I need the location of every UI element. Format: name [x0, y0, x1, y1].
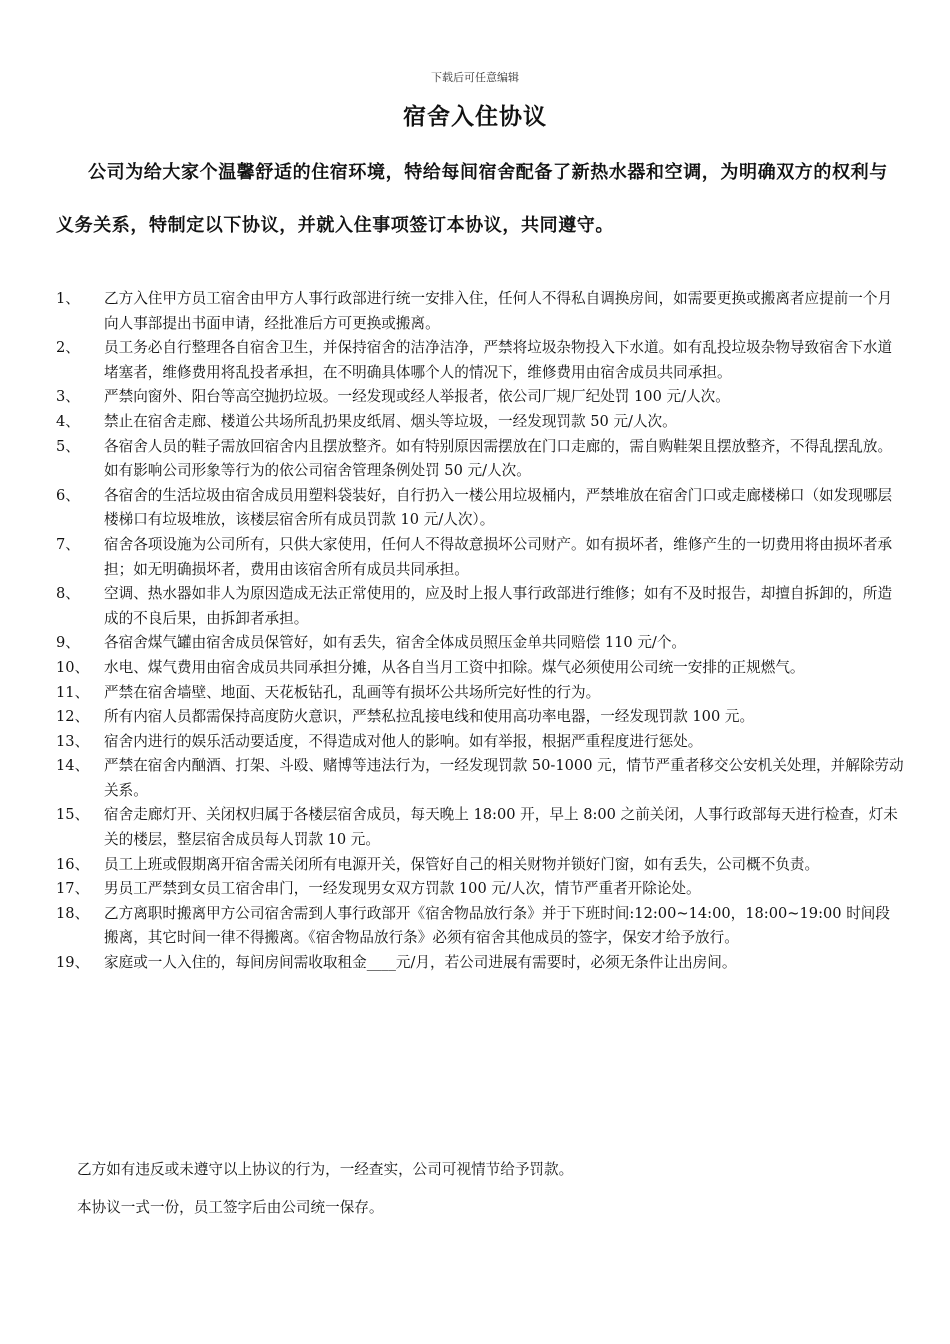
clause-text: 严禁在宿舍墙壁、地面、天花板钻孔，乱画等有损坏公共场所完好性的行为。: [104, 683, 601, 701]
clause-text: 水电、煤气费用由宿舍成员共同承担分摊，从各自当月工资中扣除。煤气必须使用公司统一安排的正规燃气。: [104, 658, 805, 676]
clause-text: 各宿舍人员的鞋子需放回宿舍内且摆放整齐。如有特别原因需摆放在门口走廊的，需自购鞋架且摆放整齐，不得乱摆乱放。如有影响公司形象等行为的依公司宿舍管理条例处罚 50 元/人次。: [104, 437, 893, 480]
clause-item: [56, 484, 904, 533]
clause-list: [56, 287, 904, 976]
penalty-statement: 乙方如有违反或未遵守以上协议的行为，一经查实，公司可视情节给予罚款。: [77, 1161, 574, 1178]
clause-item: [56, 385, 904, 410]
clause-text: 员工上班或假期离开宿舍需关闭所有电源开关，保管好自己的相关财物并锁好门窗，如有丢失，公司概不负责。: [104, 855, 820, 873]
clause-number: 16、: [56, 855, 90, 873]
clause-item: [56, 754, 904, 803]
clause-item: [56, 533, 904, 582]
clause-number: 9、: [56, 634, 80, 652]
clause-item: [56, 410, 904, 435]
clause-text: 严禁向窗外、阳台等高空抛扔垃圾。一经发现或经人举报者，依公司厂规厂纪处罚 100 元/人次。: [104, 388, 730, 406]
clause-item: [56, 803, 904, 852]
clause-item: [56, 287, 904, 336]
intro-paragraph: 公司为给大家个温馨舒适的住宿环境，特给每间宿舍配备了新热水器和空调，为明确双方的权利与义务关系，特制定以下协议，并就入住事项签订本协议，共同遵守。: [56, 162, 888, 236]
clause-text: 宿舍走廊灯开、关闭权归属于各楼层宿舍成员，每天晚上 18:00 开，早上 8:00 之前关闭，人事行政部每天进行检查，灯未关的楼层，整层宿舍成员每人罚款 10 元。: [104, 806, 898, 849]
clause-number: 19、: [56, 954, 90, 972]
clause-item: [56, 435, 904, 484]
clause-item: [56, 336, 904, 385]
clause-item: [56, 902, 904, 951]
clause-text: 家庭或一人入住的，每间房间需收取租金____元/月，若公司进展有需要时，必须无条件让出房间。: [104, 954, 737, 972]
clause-text: 各宿舍煤气罐由宿舍成员保管好，如有丢失，宿舍全体成员照压金单共同赔偿 110 元/个。: [104, 634, 687, 652]
clause-item: [56, 681, 904, 706]
clause-item: [56, 582, 904, 631]
clause-number: 8、: [56, 585, 80, 603]
clause-number: 11、: [56, 683, 90, 701]
clause-number: 10、: [56, 658, 90, 676]
clause-item: [56, 951, 904, 976]
clause-item: [56, 631, 904, 656]
download-note: 下载后可任意编辑: [431, 71, 519, 84]
clause-text: 空调、热水器如非人为原因造成无法正常使用的，应及时上报人事行政部进行维修；如有不及时报告，却擅自拆卸的，所造成的不良后果，由拆卸者承担。: [104, 585, 893, 627]
clause-number: 1、: [56, 290, 80, 307]
clause-item: [56, 730, 904, 755]
clause-number: 2、: [56, 339, 80, 357]
clause-number: 4、: [56, 412, 80, 430]
clause-text: 乙方入住甲方员工宿舍由甲方人事行政部进行统一安排入住，任何人不得私自调换房间，如需要更换或搬离者应提前一个月向人事部提出书面申请，经批准后方可更换或搬离。: [104, 290, 893, 332]
clause-item: [56, 853, 904, 878]
clause-text: 所有内宿人员都需保持高度防火意识，严禁私拉乱接电线和使用高功率电器，一经发现罚款 100 元。: [104, 708, 755, 726]
clause-text: 宿舍内进行的娱乐活动要适度，不得造成对他人的影响。如有举报，根据严重程度进行惩处。: [104, 732, 703, 750]
clause-number: 5、: [56, 437, 80, 455]
clause-number: 13、: [56, 732, 90, 750]
clause-number: 17、: [56, 880, 90, 898]
clause-text: 各宿舍的生活垃圾由宿舍成员用塑料袋装好，自行扔入一楼公用垃圾桶内，严禁堆放在宿舍门口或走廊楼梯口（如发现哪层楼梯口有垃圾堆放，该楼层宿舍所有成员罚款 10 元/人次）。: [104, 486, 893, 529]
clause-text: 宿舍各项设施为公司所有，只供大家使用，任何人不得故意损坏公司财产。如有损坏者，维修产生的一切费用将由损坏者承担；如无明确损坏者，费用由该宿舍所有成员共同承担。: [104, 535, 893, 578]
clause-text: 乙方离职时搬离甲方公司宿舍需到人事行政部开《宿舍物品放行条》并于下班时间:12:00~14:00，18:00~19:00 时间段搬离，其它时间一律不得搬离。《宿舍物品放行条》必须有宿舍其他成员的签字，保安才给予放行。: [104, 904, 890, 947]
clause-item: [56, 877, 904, 902]
clause-text: 禁止在宿舍走廊、楼道公共场所乱扔果皮纸屑、烟头等垃圾，一经发现罚款 50 元/人次。: [104, 412, 677, 430]
clause-number: 3、: [56, 388, 80, 406]
clause-number: 7、: [56, 535, 80, 553]
clause-number: 18、: [56, 904, 90, 922]
clause-item: [56, 656, 904, 681]
clause-item: [56, 705, 904, 730]
clause-text: 员工务必自行整理各自宿舍卫生，并保持宿舍的洁净洁净，严禁将垃圾杂物投入下水道。如有乱投垃圾杂物导致宿舍下水道堵塞者，维修费用将乱投者承担，在不明确具体哪个人的情况下，维修费用由宿舍成员共同承担。: [104, 339, 893, 381]
clause-text: 严禁在宿舍内酗酒、打架、斗殴、赌博等违法行为，一经发现罚款 50-1000 元，情节严重者移交公安机关处理，并解除劳动关系。: [104, 757, 904, 799]
copy-statement: 本协议一式一份，员工签字后由公司统一保存。: [77, 1199, 384, 1216]
clause-number: 14、: [56, 757, 90, 775]
document-title: 宿舍入住协议: [403, 103, 547, 130]
clause-text: 男员工严禁到女员工宿舍串门，一经发现男女双方罚款 100 元/人次，情节严重者开除论处。: [104, 880, 701, 898]
clause-number: 12、: [56, 708, 90, 726]
clause-number: 6、: [56, 486, 80, 504]
clause-number: 15、: [56, 806, 90, 824]
